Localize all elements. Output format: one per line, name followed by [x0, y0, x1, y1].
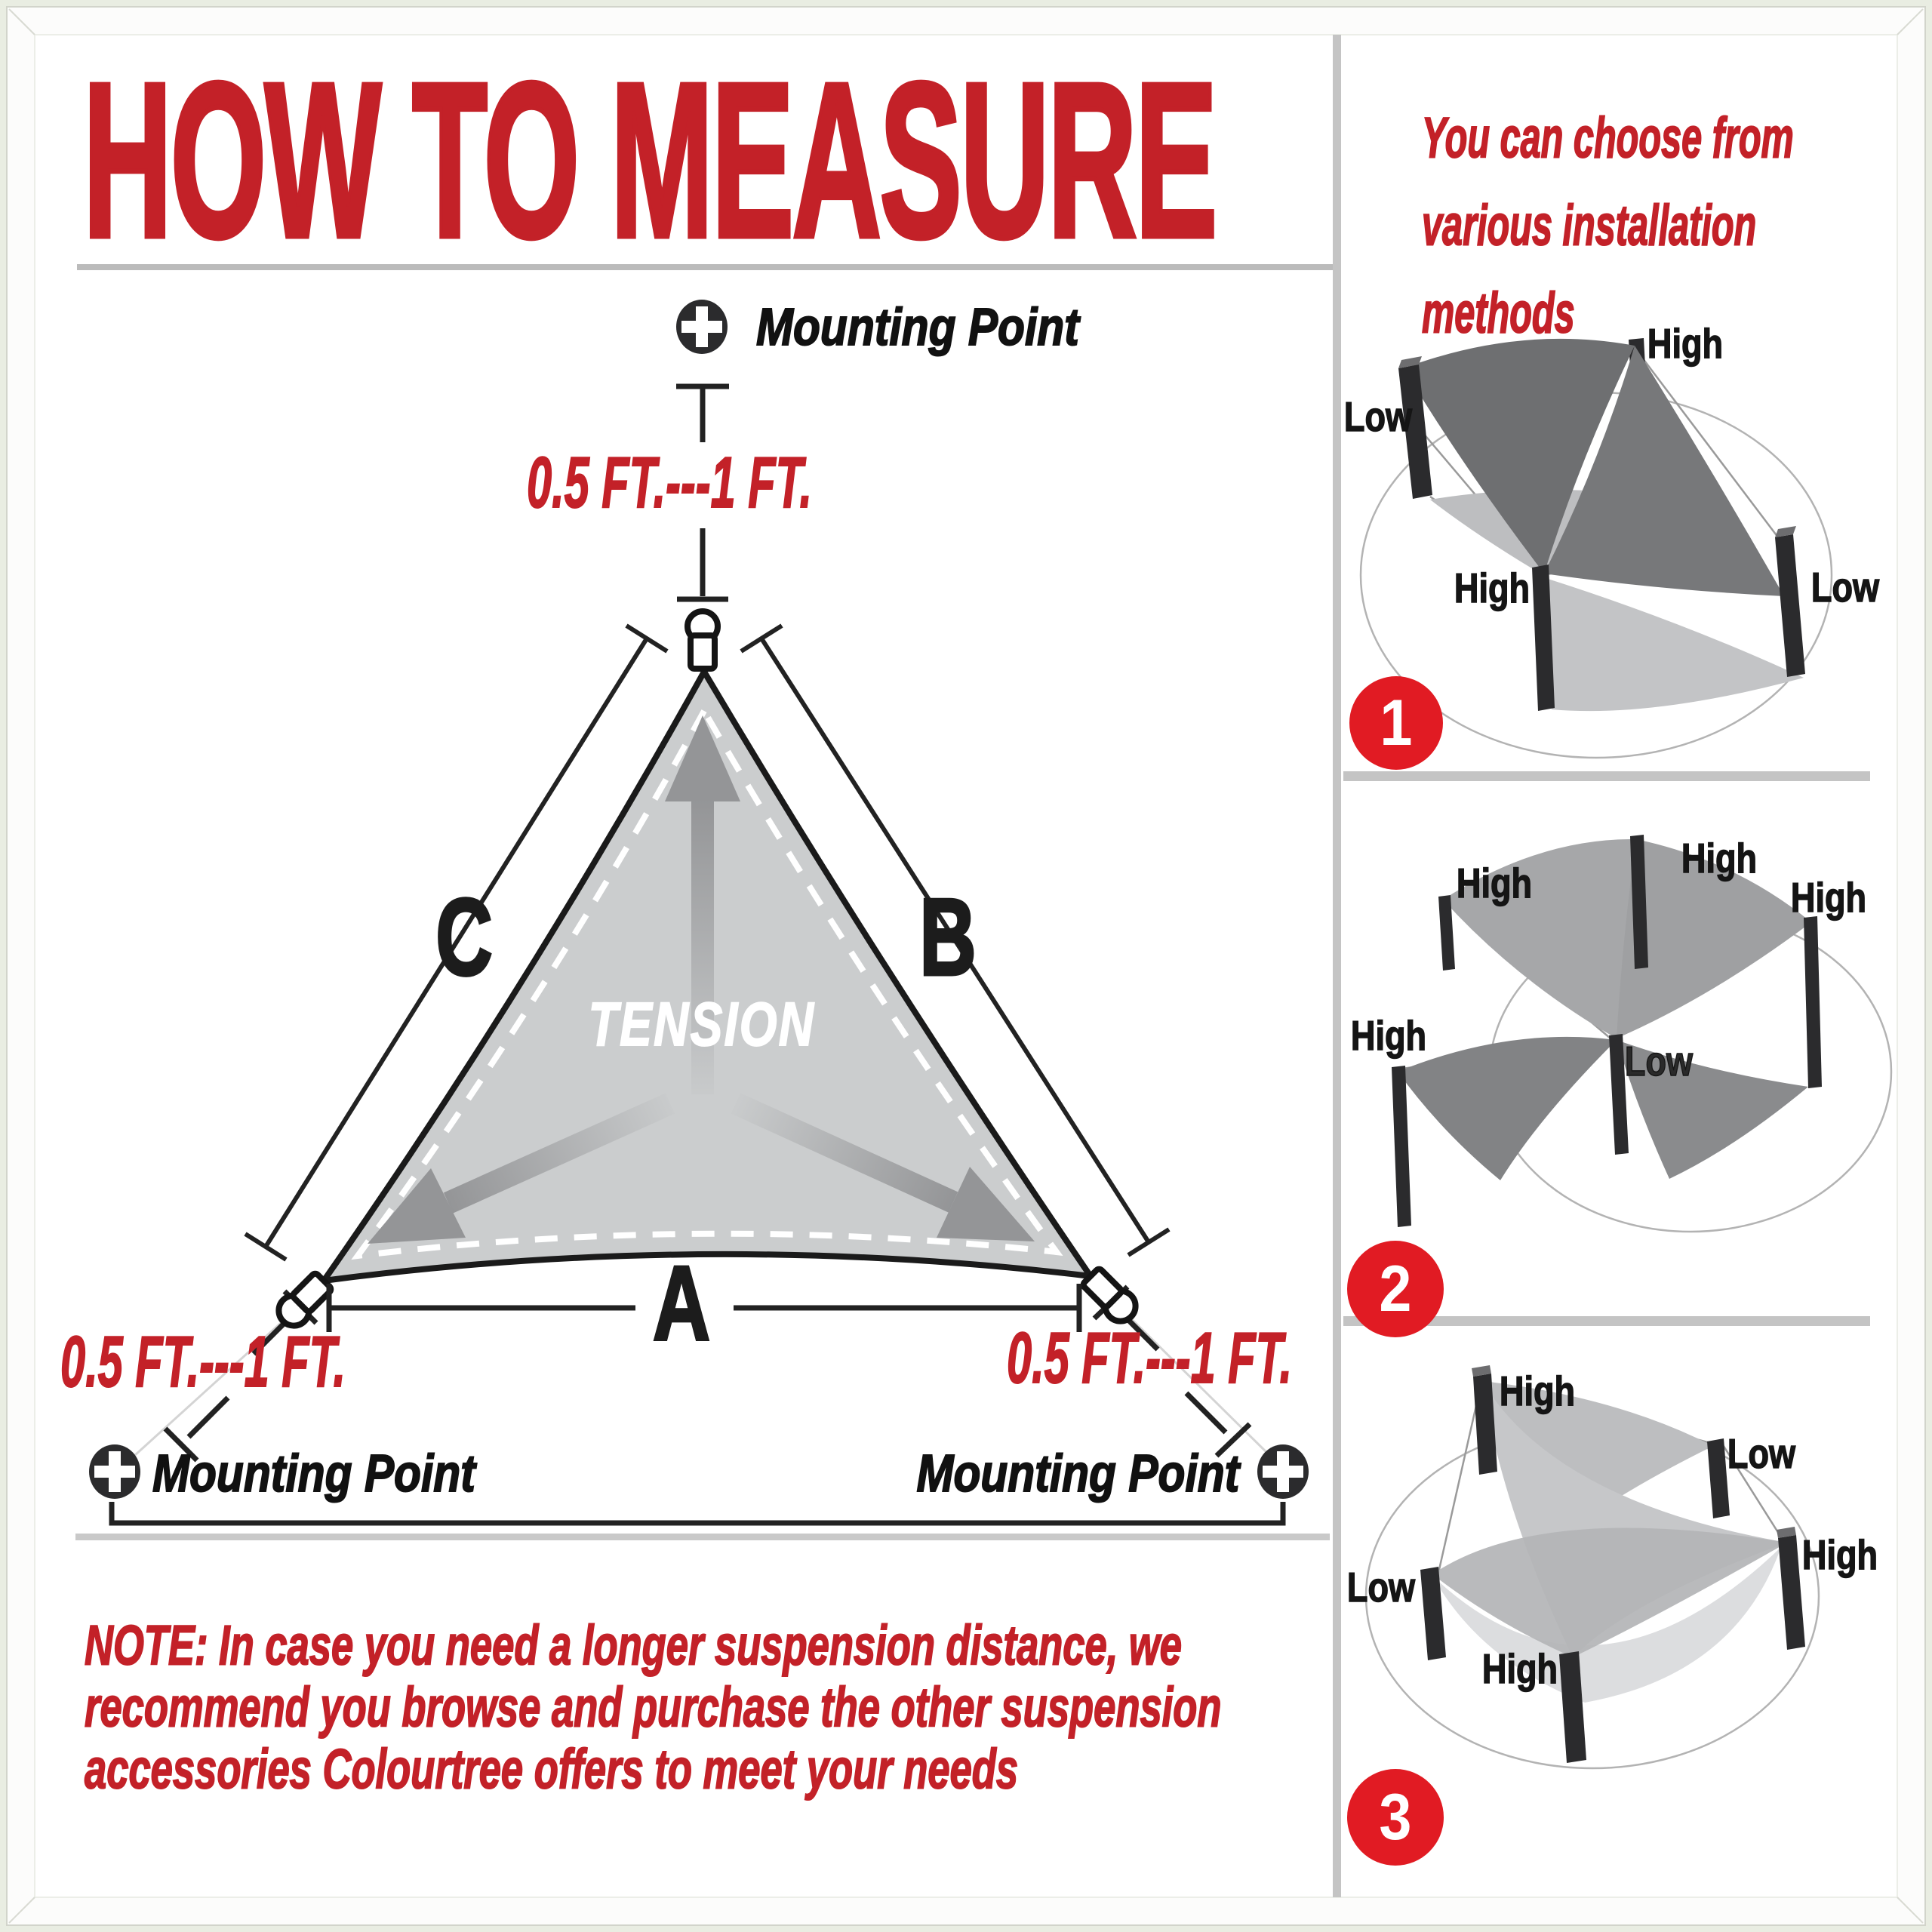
side-label-c: C [435, 875, 493, 998]
method-2-badge [1347, 1241, 1444, 1337]
mounting-point-label-right: Mounting Point [916, 1444, 1239, 1503]
method-3-number: 3 [1379, 1780, 1412, 1854]
page-title: HOW TO MEASURE [83, 37, 1216, 283]
side-label-a: A [653, 1244, 710, 1362]
method-divider-1 [1343, 771, 1870, 781]
offset-range-top: 0.5 FT.---1 FT. [527, 442, 813, 523]
m3-label-high-right: High [1801, 1531, 1878, 1578]
m2-label-high-3: High [1790, 874, 1867, 921]
note-line-3: accessories Colourtree offers to meet your needs [85, 1737, 1019, 1801]
diagram-bottom-rule [75, 1534, 1330, 1540]
vertical-divider [1333, 35, 1341, 1897]
side-label-b: B [919, 875, 977, 998]
mounting-point-icon-left [89, 1444, 140, 1499]
offset-range-left: 0.5 FT.---1 FT. [60, 1321, 346, 1402]
mounting-point-icon-right [1257, 1444, 1309, 1499]
method-1-badge [1349, 676, 1443, 770]
offset-range-right: 0.5 FT.---1 FT. [1007, 1318, 1293, 1398]
m2-label-high-2: High [1681, 835, 1758, 881]
method-3-badge [1347, 1769, 1444, 1866]
apex-ring-fixture [688, 611, 718, 669]
m2-label-high-1: High [1456, 860, 1533, 906]
m1-label-low-left: Low [1343, 393, 1413, 440]
m3-label-high-bottom: High [1481, 1645, 1558, 1692]
installation-intro-line-1: You can choose from [1422, 106, 1794, 171]
m3-label-low-left: Low [1346, 1564, 1416, 1611]
mounting-point-icon-top [676, 300, 728, 354]
m1-label-high-mid: High [1454, 565, 1531, 611]
tension-label: TENSION [588, 990, 816, 1059]
method-2-number: 2 [1379, 1252, 1412, 1325]
m3-label-low-right: Low [1727, 1430, 1796, 1477]
m3-label-high-top: High [1499, 1367, 1576, 1414]
m1-label-low-right: Low [1810, 564, 1880, 611]
method-1-number: 1 [1380, 686, 1413, 759]
mounting-point-label-top: Mounting Point [756, 297, 1079, 356]
m2-label-high-4: High [1350, 1012, 1427, 1059]
m2-label-low-center: Low [1624, 1038, 1694, 1084]
m1-label-high-top: High [1647, 320, 1724, 367]
note-line-2: recommend you browse and purchase the other suspension [85, 1675, 1222, 1739]
mounting-point-label-left: Mounting Point [152, 1444, 475, 1503]
installation-intro-line-3: methods [1422, 281, 1575, 346]
installation-intro-line-2: various installation [1422, 193, 1757, 258]
note-line-1: NOTE: In case you need a longer suspension distance, we [85, 1614, 1182, 1677]
